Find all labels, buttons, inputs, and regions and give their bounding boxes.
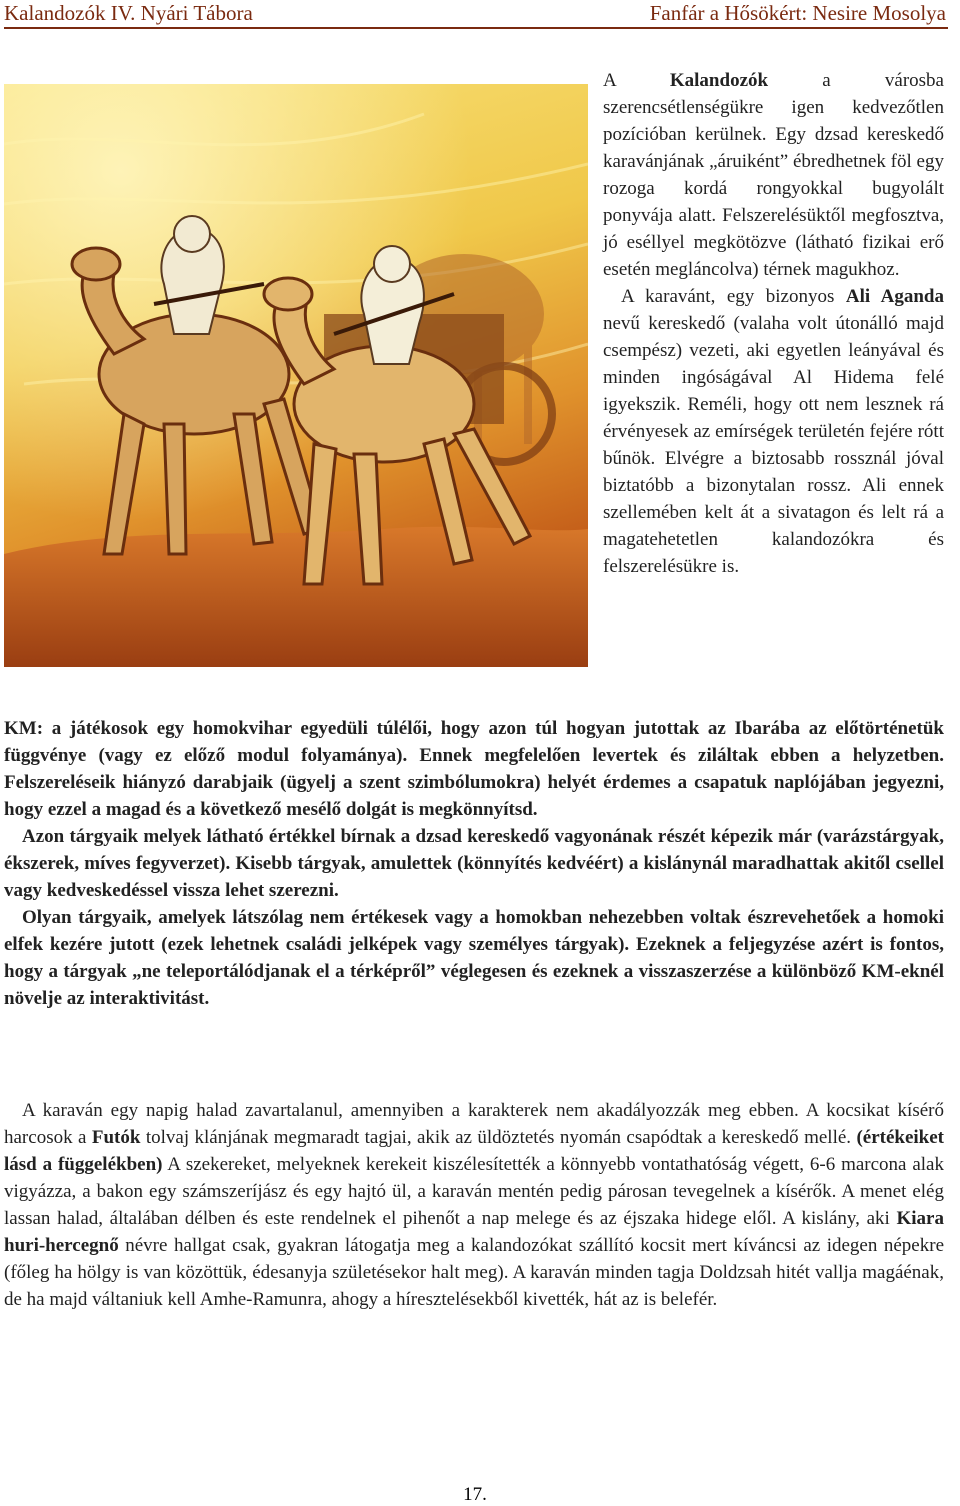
intro-text-column (603, 67, 944, 580)
text-run: nevű kereskedő (valaha volt útonálló majd csempész) vezeti, aki egyetlen leányával és minden ingóságával Al Hidema felé igyekszik. Reméli, hogy ott nem lesznek rá érvényesek az emírségek területén fejére rótt bűnök. Elvégre a biztosabb rossznál jóval biztatóbb a bizonytalan rossz. Ali ennek szellemében kelt át a sivatagon és lelt rá a magatehetetlen kalandozókra és felszerelésükre is. (603, 313, 944, 577)
caravan-paragraph (603, 283, 944, 580)
gm-note-paragraph: Azon tárgyaik melyek látható értékkel bírnak a dzsad kereskedő vagyonának részét képezik már (varázstárgyak, ékszerek, míves fegyverzet). Kisebb tárgyak, amulettek (könnyítés kedvéért) a kislánynál maradhattak akitől csellel vagy kedveskedéssel vissza lehet szerezni. (4, 826, 944, 901)
futok-bold: Futók (91, 1127, 141, 1148)
narrative-section (4, 1097, 944, 1313)
gm-note-paragraph: KM: a játékosok egy homokvihar egyedüli túlélői, hogy azon túl hogyan jutottak az Ibarába az előtörténetük függvénye (vagy ez előző modul folyamánya). Ennek megfelelően levertek és ziláltak ebben a helyzetben. Felszereléseik hiányzó darabjaik (ügyelj a szent szimbólumokra) helyét érdemes a csapatuk naplójában jegyezni, hogy ezzel a magad és a következő mesélő dolgát is megkönnyítsd. (4, 718, 944, 820)
header-module-title: Fanfár a Hősökért: Nesire Mosolya (649, 1, 946, 25)
text-run: a városba szerencsétlenségükre igen kedvezőtlen pozícióban kerülnek. Egy dzsad kereskedő karavánjának „áruiként” ébredhetnek föl egy rozoga kordá rongyokkal bugyolált ponyvája alatt. Felszerelésüktől megfosztva, jó eséllyel megkötözve (látható fizikai erő esetén megláncolva) térnek magukhoz. (603, 70, 944, 280)
header-rule (4, 27, 948, 29)
appendix-reference: (értékeiket lásd a függelékben) (4, 1127, 944, 1175)
kalandozok-bold: Kalandozók (669, 70, 769, 91)
gm-note-paragraph: Olyan tárgyaik, amelyek látszólag nem értékesek vagy a homokban nehezebben voltak észrevehetőek a homoki elfek kezére jutott (ezek lehetnek családi jelképek vagy személyes tárgyak). Ezeknek a feljegyzése azért is fontos, hogy a tárgyak „ne teleportálódjanak el a térképről” véglegesen és ezeknek a visszaszerzése a különböző KM-eknél növelje az interaktivitást. (4, 907, 944, 1009)
intro-paragraph (603, 67, 944, 283)
gm-notes-section (4, 715, 944, 1012)
page-number: 17. (463, 1484, 487, 1505)
text-run: A karaván egy napig halad zavartalanul, amennyiben a karakterek nem akadályozzák meg ebben. A kocsikat kísérő harcosok a (4, 1100, 944, 1148)
kiara-bold: Kiara huri-hercegnő (4, 1208, 944, 1256)
narrative-paragraph (4, 1097, 944, 1313)
text-run: tolvaj klánjának megmaradt tagjai, akik az üldöztetés nyomán csapódtak a kereskedő mellé. (140, 1127, 857, 1148)
page-header (0, 0, 960, 28)
text-run: A karavánt, egy bizonyos (621, 286, 846, 307)
text-run: névre hallgat csak, gyakran látogatja meg a kalandozókat szállító kocsit mert kíváncsi az idegen népekre (főleg ha hölgy is van közöttük, édesanyja születésekor halt meg). A karaván minden tagja Doldzsah hitét vallja magáénak, de ha majd váltaniuk kell Amhe-Ramunra, ahogy a híresztelésekből kivették, hát az is belefér. (4, 1235, 944, 1310)
text-run: A (603, 70, 670, 91)
header-book-title: Kalandozók IV. Nyári Tábora (4, 1, 253, 25)
ali-aganda-bold: Ali Aganda (845, 286, 944, 307)
camel-caravan-sandstorm-illustration (4, 84, 588, 667)
text-run: A szekereket, melyeknek kerekeit kiszélesítették a könnyebb vontathatóság végett, 6-6 marcona alak vigyázza, a bakon egy számszeríjász és egy hajtó ül, a karaván mentén pedig párosan tevegelnek a kísérők. A menet elég lassan halad, általában délben és este rendelnek el pihenőt a nap melege és az éjszaka hidege elől. A kislány, aki (4, 1154, 944, 1229)
